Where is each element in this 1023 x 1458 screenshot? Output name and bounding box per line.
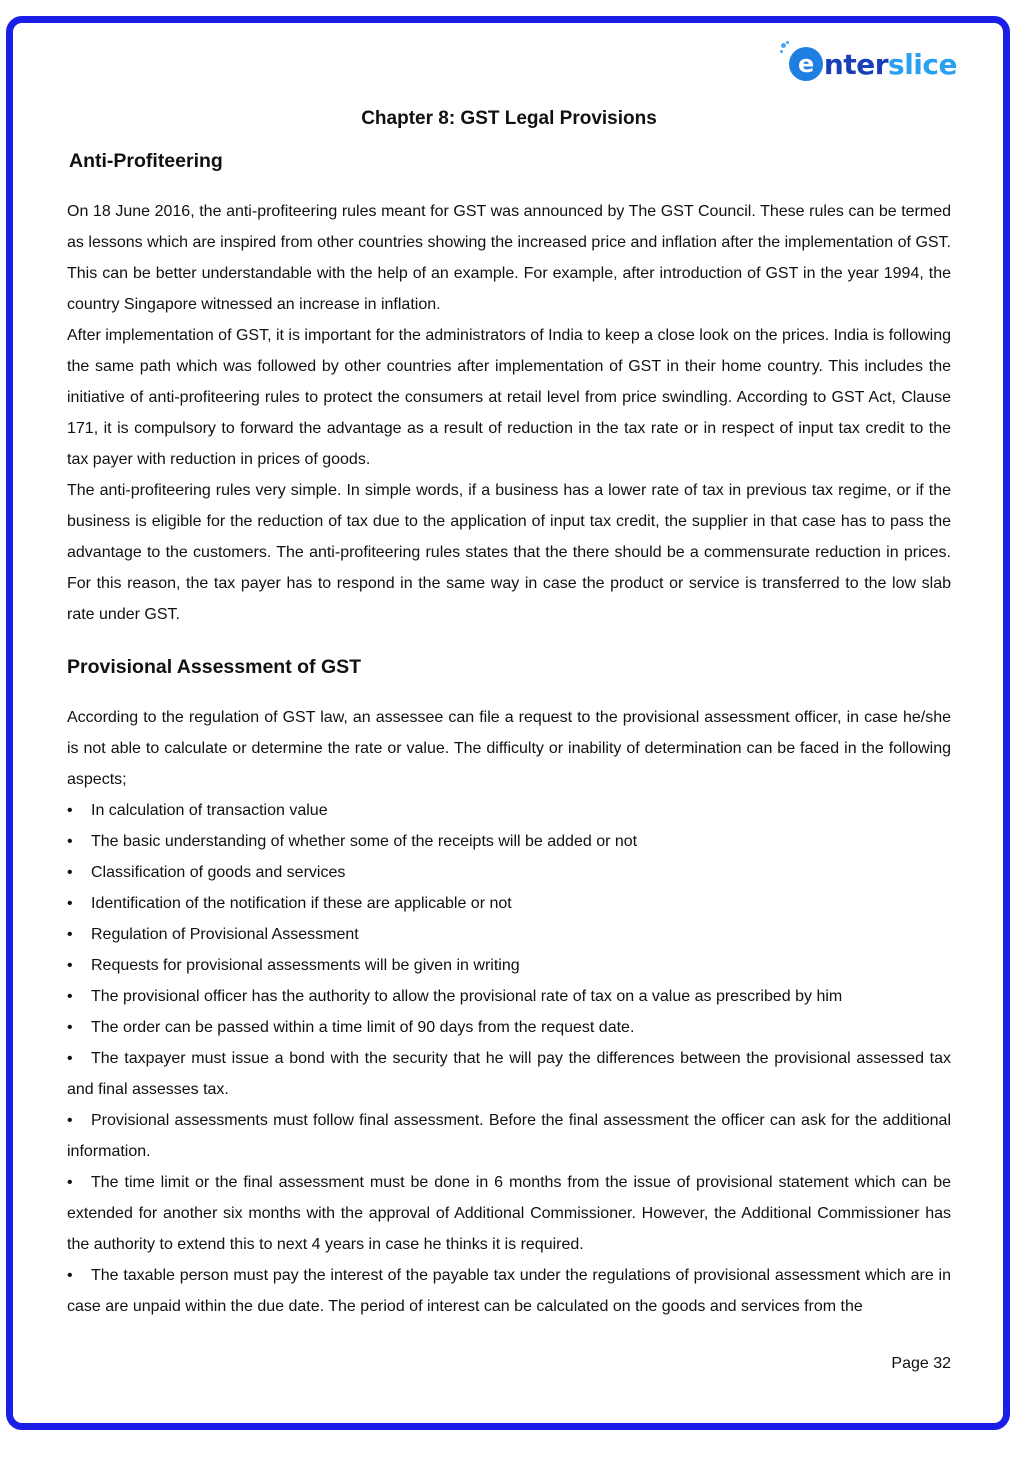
bullet-icon: •	[67, 988, 73, 1005]
bullet-icon: •	[67, 1050, 73, 1067]
list-item-text: Provisional assessments must follow final assessment. Before the final assessment the officer can ask for the additional information.	[67, 1112, 951, 1160]
chapter-title: Chapter 8: GST Legal Provisions	[361, 108, 657, 129]
list-item-text: The taxable person must pay the interest of the payable tax under the regulations of provisional assessment which are in case are unpaid within the due date. The period of interest can be calculated on the goods and services from the	[67, 1267, 951, 1315]
bullet-icon: •	[67, 1112, 73, 1129]
provisional-assessment-body	[67, 702, 951, 1322]
section-heading-provisional-assessment: Provisional Assessment of GST	[67, 656, 362, 678]
bullet-icon: •	[67, 864, 73, 881]
bullet-list	[67, 795, 951, 1322]
enterslice-logo	[789, 44, 957, 84]
list-item	[67, 1043, 951, 1105]
list-item	[67, 795, 951, 826]
paragraph: The anti-profiteering rules very simple. In simple words, if a business has a lower rate of tax in previous tax regime, or if the business is eligible for the reduction of tax due to the application of input tax credit, the supplier in that case has to pass the advantage to the customers. The anti-profiteering rules states that the there should be a commensurate reduction in prices. For this reason, the tax payer has to respond in the same way in case the product or service is transferred to the low slab rate under GST.	[67, 482, 951, 623]
list-item-text: The time limit or the final assessment must be done in 6 months from the issue of provisional statement which can be extended for another six months with the approval of Additional Commissioner. However, the Additional Commissioner has the authority to extend this to next 4 years in case he thinks it is required.	[67, 1174, 951, 1253]
list-item	[67, 1012, 951, 1043]
page-number: Page 32	[891, 1355, 951, 1372]
list-item	[67, 919, 951, 950]
list-item-text: The basic understanding of whether some of the receipts will be added or not	[91, 833, 638, 850]
list-item-text: In calculation of transaction value	[91, 802, 328, 819]
bullet-icon: •	[67, 833, 73, 850]
logo-text-primary: nter	[823, 47, 889, 81]
list-item	[67, 888, 951, 919]
bullet-icon: •	[67, 1174, 73, 1191]
bullet-icon: •	[67, 926, 73, 943]
document-body	[67, 100, 951, 1322]
list-item-text: Requests for provisional assessments will be given in writing	[91, 957, 520, 974]
list-item-text: Regulation of Provisional Assessment	[91, 926, 359, 943]
list-item-text: The taxpayer must issue a bond with the security that he will pay the differences between the provisional assessed tax and final assesses tax.	[67, 1050, 951, 1098]
section-heading-anti-profiteering: Anti-Profiteering	[69, 150, 223, 172]
paragraph: According to the regulation of GST law, an assessee can file a request to the provisional assessment officer, in case he/she is not able to calculate or determine the rate or value. The difficulty or inability of determination can be faced in the following aspects;	[67, 709, 951, 788]
list-item	[67, 1167, 951, 1260]
list-item	[67, 981, 951, 1012]
bullet-icon: •	[67, 1267, 73, 1284]
paragraph: After implementation of GST, it is important for the administrators of India to keep a close look on the prices. India is following the same path which was followed by other countries after implementation of GST in their home country. This includes the initiative of anti-profiteering rules to protect the consumers at retail level from price swindling. According to GST Act, Clause 171, it is compulsory to forward the advantage as a result of reduction in the tax rate or in respect of input tax credit to the tax payer with reduction in prices of goods.	[67, 327, 951, 468]
list-item-text: The order can be passed within a time limit of 90 days from the request date.	[91, 1019, 635, 1036]
logo-e-mark: e	[789, 47, 823, 81]
list-item	[67, 950, 951, 981]
anti-profiteering-body	[67, 196, 951, 630]
list-item	[67, 857, 951, 888]
bullet-icon: •	[67, 802, 73, 819]
bullet-icon: •	[67, 895, 73, 912]
paragraph: On 18 June 2016, the anti-profiteering rules meant for GST was announced by The GST Council. These rules can be termed as lessons which are inspired from other countries showing the increased price and inflation after the implementation of GST. This can be better understandable with the help of an example. For example, after introduction of GST in the year 1994, the country Singapore witnessed an increase in inflation.	[67, 203, 951, 313]
list-item	[67, 826, 951, 857]
bullet-icon: •	[67, 957, 73, 974]
bullet-icon: •	[67, 1019, 73, 1036]
logo-text-secondary: slice	[888, 47, 957, 81]
list-item-text: Classification of goods and services	[91, 864, 346, 881]
list-item-text: Identification of the notification if these are applicable or not	[91, 895, 512, 912]
list-item-text: The provisional officer has the authority to allow the provisional rate of tax on a value as prescribed by him	[91, 988, 843, 1005]
list-item	[67, 1105, 951, 1167]
list-item	[67, 1260, 951, 1322]
